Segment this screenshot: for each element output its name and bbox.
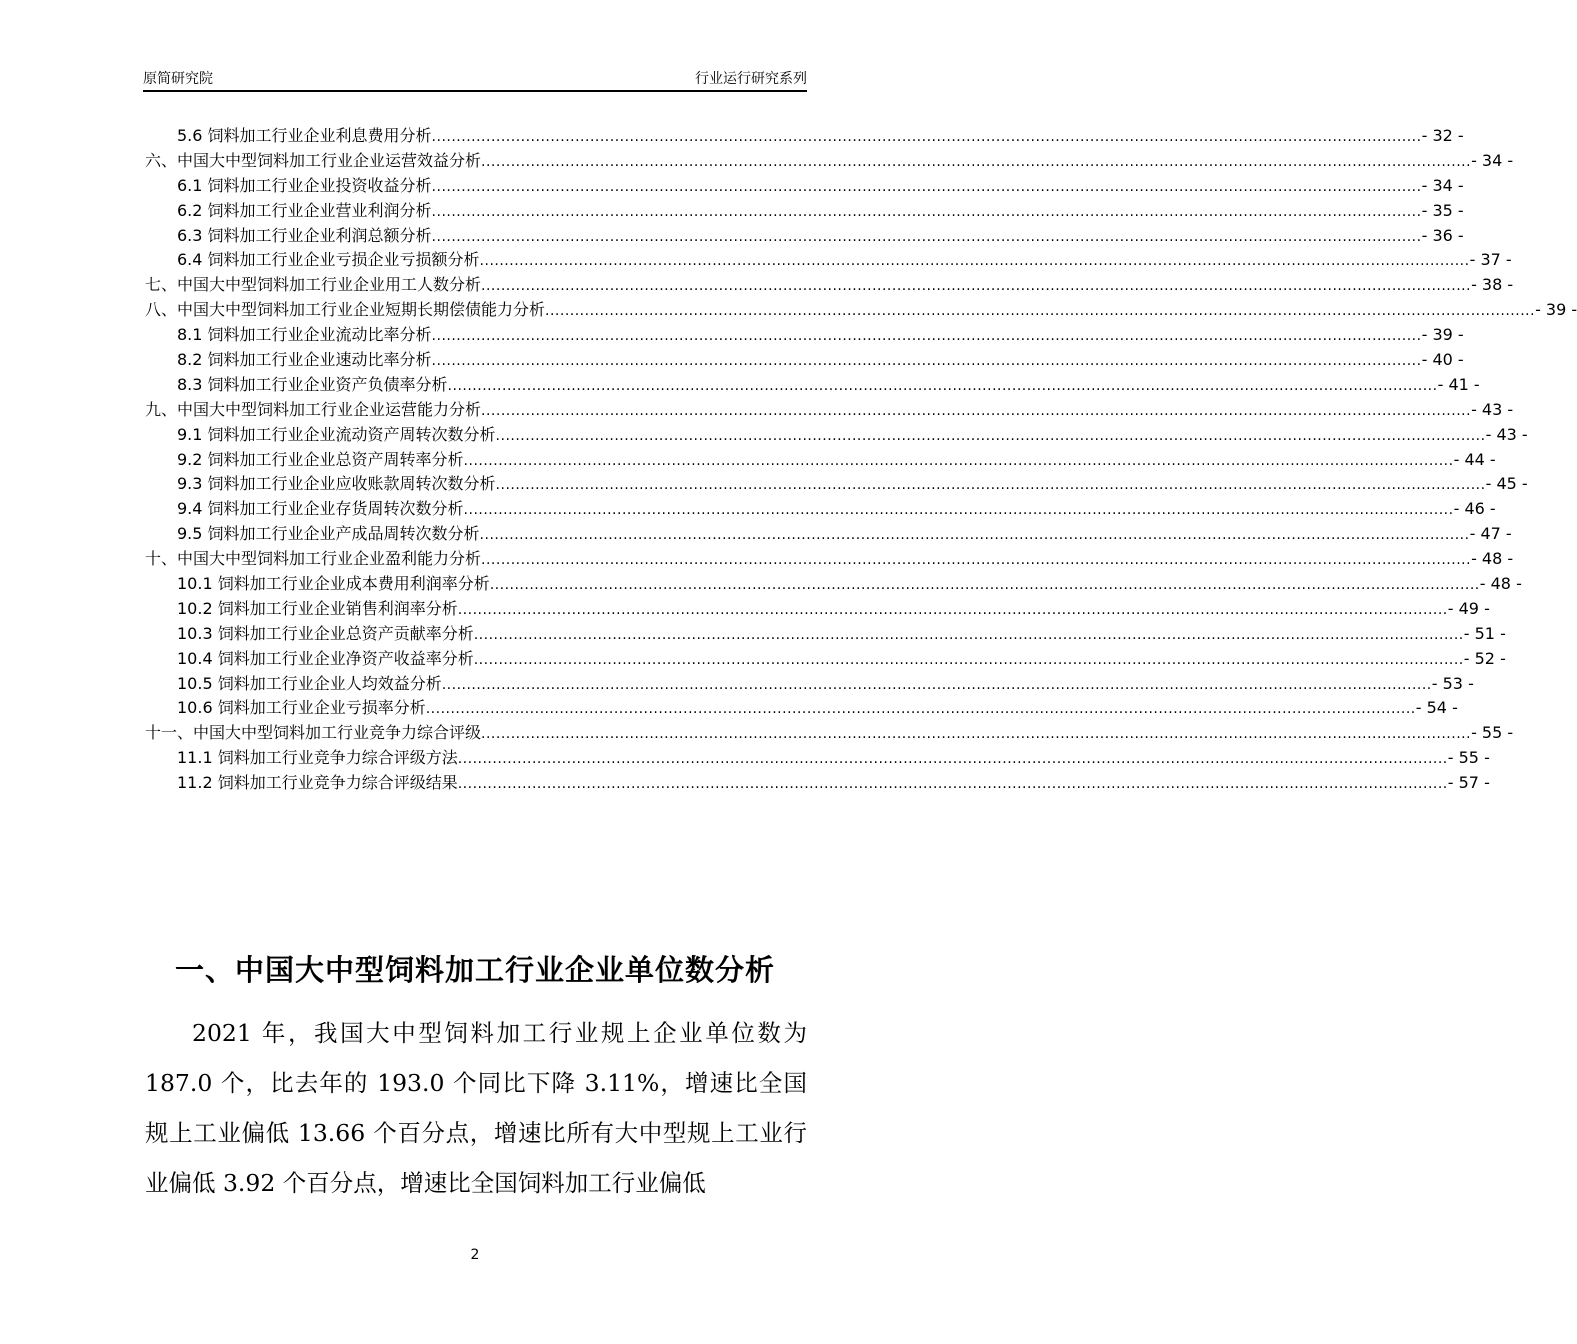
- toc-entry-page: - 38 -: [1471, 275, 1514, 295]
- toc-entry-page: - 43 -: [1485, 424, 1528, 444]
- toc-entry-page: - 36 -: [1421, 225, 1464, 245]
- toc-entry-page: - 54 -: [1415, 698, 1458, 718]
- toc-leader-dots: ........................................................................................................................................................................................................: [463, 502, 1454, 519]
- toc-entry-page: - 57 -: [1447, 773, 1490, 793]
- toc-entry-title: 七、中国大中型饲料加工行业企业用工人数分析: [145, 275, 482, 295]
- body-paragraph: 2021 年，我国大中型饲料加工行业规上企业单位数为 187.0 个，比去年的 193.0 个同比下降 3.11%，增速比全国规上工业偏低 13.66 个百分点，增速比所有大中型规上工业行业偏低 3.92 个百分点，增速比全国饲料加工行业偏低: [145, 1019, 807, 1197]
- toc-entry[interactable]: [145, 248, 1512, 273]
- toc-entry-title: 10.2 饲料加工行业企业销售利润率分析: [177, 598, 458, 618]
- toc-entry-page: - 34 -: [1421, 175, 1464, 195]
- section-heading: 一、中国大中型饲料加工行业企业单位数分析: [174, 953, 775, 987]
- toc-entry-page: - 44 -: [1453, 449, 1496, 469]
- toc-entry-page: - 41 -: [1437, 374, 1480, 394]
- toc-entry[interactable]: [145, 174, 1464, 199]
- toc-entry-page: - 39 -: [1535, 300, 1577, 320]
- toc-entry-title: 8.3 饲料加工行业企业资产负债率分析: [177, 374, 448, 394]
- toc-entry[interactable]: [145, 771, 1490, 796]
- toc-entry[interactable]: [145, 323, 1464, 348]
- toc-entry-title: 9.5 饲料加工行业企业产成品周转次数分析: [177, 524, 480, 544]
- toc-entry-title: 6.1 饲料加工行业企业投资收益分析: [177, 175, 432, 195]
- toc-entry[interactable]: [145, 547, 1514, 572]
- toc-leader-dots: ........................................................................................................................................................................................................: [473, 651, 1464, 668]
- toc-leader-dots: ........................................................................................................................................................................................................: [481, 153, 1472, 170]
- toc-leader-dots: ........................................................................................................................................................................................................: [447, 377, 1438, 394]
- page-number: 2: [470, 1247, 480, 1263]
- toc-entry-title: 10.4 饲料加工行业企业净资产收益率分析: [177, 648, 474, 668]
- toc-entry[interactable]: [145, 149, 1514, 174]
- toc-entry-title: 11.1 饲料加工行业竞争力综合评级方法: [177, 748, 458, 768]
- toc-entry-title: 9.4 饲料加工行业企业存货周转次数分析: [177, 499, 464, 519]
- toc-entry-page: - 55 -: [1471, 723, 1514, 743]
- table-of-contents: [145, 124, 1577, 796]
- toc-entry-title: 8.1 饲料加工行业企业流动比率分析: [177, 325, 432, 345]
- toc-entry-page: - 48 -: [1479, 574, 1522, 594]
- toc-leader-dots: ........................................................................................................................................................................................................: [431, 129, 1422, 145]
- toc-entry-title: 十、中国大中型饲料加工行业企业盈利能力分析: [145, 549, 482, 569]
- toc-leader-dots: ........................................................................................................................................................................................................: [457, 601, 1448, 618]
- toc-entry[interactable]: [145, 348, 1464, 373]
- toc-entry-page: - 48 -: [1471, 549, 1514, 569]
- header-series: 行业运行研究系列: [695, 71, 807, 87]
- toc-leader-dots: ........................................................................................................................................................................................................: [479, 527, 1470, 544]
- toc-entry-page: - 55 -: [1447, 748, 1490, 768]
- toc-leader-dots: ........................................................................................................................................................................................................: [481, 726, 1472, 743]
- toc-entry-title: 10.3 饲料加工行业企业总资产贡献率分析: [177, 623, 474, 643]
- toc-entry[interactable]: [145, 721, 1514, 746]
- toc-entry[interactable]: [145, 597, 1490, 622]
- header-org: 原简研究院: [143, 71, 213, 87]
- toc-entry-title: 六、中国大中型饲料加工行业企业运营效益分析: [145, 150, 482, 170]
- toc-entry[interactable]: [145, 124, 1464, 149]
- toc-leader-dots: ........................................................................................................................................................................................................: [457, 776, 1448, 793]
- toc-entry-title: 9.2 饲料加工行业企业总资产周转率分析: [177, 449, 464, 469]
- toc-leader-dots: ........................................................................................................................................................................................................: [481, 552, 1472, 569]
- toc-entry-title: 10.1 饲料加工行业企业成本费用利润率分析: [177, 574, 490, 594]
- toc-leader-dots: ........................................................................................................................................................................................................: [425, 701, 1416, 718]
- toc-entry[interactable]: [145, 273, 1514, 298]
- toc-leader-dots: ........................................................................................................................................................................................................: [441, 676, 1432, 693]
- toc-entry[interactable]: [145, 497, 1496, 522]
- toc-entry-page: - 43 -: [1471, 399, 1514, 419]
- toc-leader-dots: ........................................................................................................................................................................................................: [431, 203, 1422, 220]
- toc-leader-dots: ........................................................................................................................................................................................................: [457, 751, 1448, 768]
- toc-entry[interactable]: [145, 423, 1528, 448]
- toc-entry-title: 10.5 饲料加工行业企业人均效益分析: [177, 673, 442, 693]
- toc-entry-page: - 35 -: [1421, 200, 1464, 220]
- toc-entry-title: 6.3 饲料加工行业企业利润总额分析: [177, 225, 432, 245]
- toc-entry-title: 10.6 饲料加工行业企业亏损率分析: [177, 698, 426, 718]
- toc-entry[interactable]: [145, 448, 1496, 473]
- toc-entry[interactable]: [145, 472, 1528, 497]
- toc-entry-title: 9.3 饲料加工行业企业应收账款周转次数分析: [177, 474, 496, 494]
- toc-leader-dots: ........................................................................................................................................................................................................: [431, 353, 1422, 370]
- toc-entry[interactable]: [145, 572, 1522, 597]
- toc-leader-dots: ........................................................................................................................................................................................................: [495, 477, 1486, 494]
- toc-leader-dots: ........................................................................................................................................................................................................: [481, 402, 1472, 419]
- toc-leader-dots: ........................................................................................................................................................................................................: [431, 328, 1422, 345]
- toc-entry-page: - 39 -: [1421, 325, 1464, 345]
- toc-leader-dots: ........................................................................................................................................................................................................: [431, 228, 1422, 245]
- toc-entry-page: - 49 -: [1447, 598, 1490, 618]
- toc-entry[interactable]: [145, 224, 1464, 249]
- toc-leader-dots: ........................................................................................................................................................................................................: [473, 626, 1464, 643]
- toc-entry-title: 9.1 饲料加工行业企业流动资产周转次数分析: [177, 424, 496, 444]
- toc-leader-dots: ........................................................................................................................................................................................................: [545, 303, 1536, 320]
- toc-entry-page: - 53 -: [1431, 673, 1474, 693]
- toc-leader-dots: ........................................................................................................................................................................................................: [481, 278, 1472, 295]
- toc-entry[interactable]: [145, 696, 1458, 721]
- toc-entry-page: - 46 -: [1453, 499, 1496, 519]
- toc-entry[interactable]: [145, 522, 1512, 547]
- toc-entry-page: - 34 -: [1471, 150, 1514, 170]
- toc-leader-dots: ........................................................................................................................................................................................................: [479, 253, 1470, 270]
- toc-entry-title: 6.4 饲料加工行业企业亏损企业亏损额分析: [177, 250, 480, 270]
- toc-entry-title: 九、中国大中型饲料加工行业企业运营能力分析: [145, 399, 482, 419]
- toc-entry-page: - 37 -: [1469, 250, 1512, 270]
- page-header: [143, 66, 807, 92]
- toc-entry[interactable]: [145, 298, 1577, 323]
- toc-entry-page: - 47 -: [1469, 524, 1512, 544]
- toc-entry[interactable]: [145, 746, 1490, 771]
- toc-entry-page: - 52 -: [1463, 648, 1506, 668]
- toc-leader-dots: ........................................................................................................................................................................................................: [463, 452, 1454, 469]
- toc-entry-page: - 40 -: [1421, 350, 1464, 370]
- toc-entry-title: 八、中国大中型饲料加工行业企业短期长期偿债能力分析: [145, 300, 546, 320]
- toc-leader-dots: ........................................................................................................................................................................................................: [431, 178, 1422, 195]
- toc-entry[interactable]: [145, 622, 1506, 647]
- toc-entry-page: - 51 -: [1463, 623, 1506, 643]
- toc-leader-dots: ........................................................................................................................................................................................................: [495, 427, 1486, 444]
- toc-entry[interactable]: [145, 199, 1464, 224]
- toc-entry-page: - 32 -: [1421, 126, 1464, 145]
- toc-entry-page: - 45 -: [1485, 474, 1528, 494]
- toc-entry[interactable]: [145, 398, 1514, 423]
- toc-entry-title: 8.2 饲料加工行业企业速动比率分析: [177, 350, 432, 370]
- toc-leader-dots: ........................................................................................................................................................................................................: [489, 577, 1480, 594]
- toc-entry-title: 11.2 饲料加工行业竞争力综合评级结果: [177, 773, 458, 793]
- toc-entry[interactable]: [145, 672, 1474, 697]
- toc-entry[interactable]: [145, 647, 1506, 672]
- toc-entry-title: 十一、中国大中型饲料加工行业竞争力综合评级: [145, 723, 482, 743]
- toc-entry-title: 5.6 饲料加工行业企业利息费用分析: [177, 126, 432, 145]
- toc-entry-title: 6.2 饲料加工行业企业营业利润分析: [177, 200, 432, 220]
- toc-entry[interactable]: [145, 373, 1480, 398]
